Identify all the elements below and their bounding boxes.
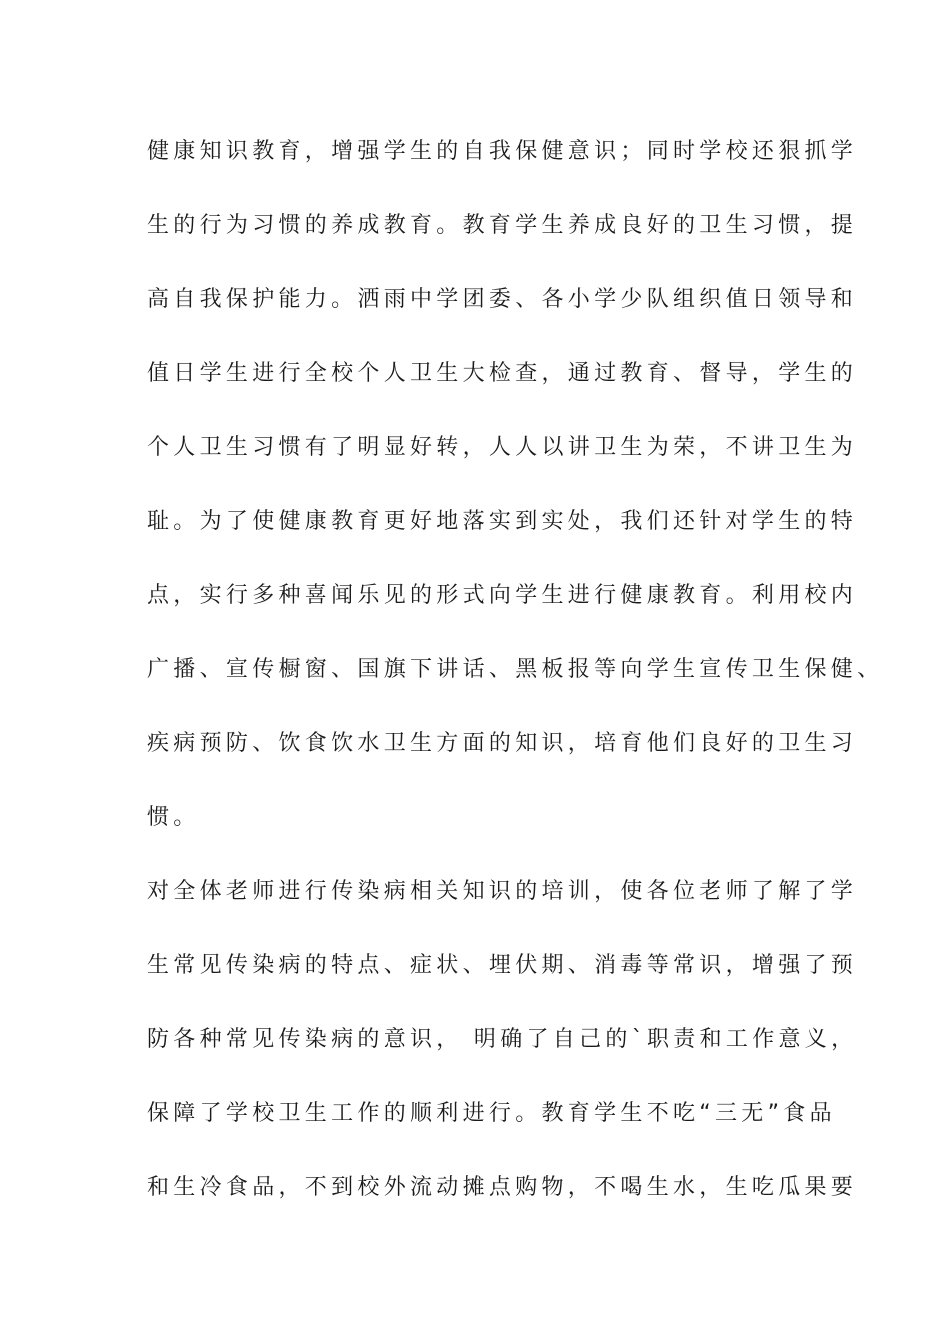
text-line: 生的行为习惯的养成教育。教育学生养成良好的卫生习惯，提: [147, 213, 858, 238]
text-line: 对全体老师进行传染病相关知识的培训，使各位老师了解了学: [147, 879, 858, 904]
text-line: 耻。为了使健康教育更好地落实到实处，我们还针对学生的特: [147, 509, 858, 534]
text-line: 值日学生进行全校个人卫生大检查，通过教育、督导，学生的: [147, 361, 858, 386]
text-line: 疾病预防、饮食饮水卫生方面的知识，培育他们良好的卫生习: [147, 731, 858, 756]
text-line: 保障了学校卫生工作的顺利进行。教育学生不吃“三无”食品: [147, 1101, 836, 1126]
text-line: 个人卫生习惯有了明显好转，人人以讲卫生为荣，不讲卫生为: [147, 435, 858, 460]
text-line: 防各种常见传染病的意识， 明确了自己的`职责和工作意义，: [147, 1027, 858, 1052]
text-line: 生常见传染病的特点、症状、埋伏期、消毒等常识，增强了预: [147, 953, 858, 978]
text-line: 健康知识教育，增强学生的自我保健意识；同时学校还狠抓学: [147, 139, 858, 164]
text-line: 广播、宣传橱窗、国旗下讲话、黑板报等向学生宣传卫生保健、: [147, 657, 884, 682]
text-line: 点，实行多种喜闻乐见的形式向学生进行健康教育。利用校内: [147, 583, 858, 608]
text-line: 和生冷食品，不到校外流动摊点购物，不喝生水，生吃瓜果要: [147, 1175, 858, 1200]
text-line: 惯。: [147, 805, 200, 830]
text-line: 高自我保护能力。洒雨中学团委、各小学少队组织值日领导和: [147, 287, 858, 312]
